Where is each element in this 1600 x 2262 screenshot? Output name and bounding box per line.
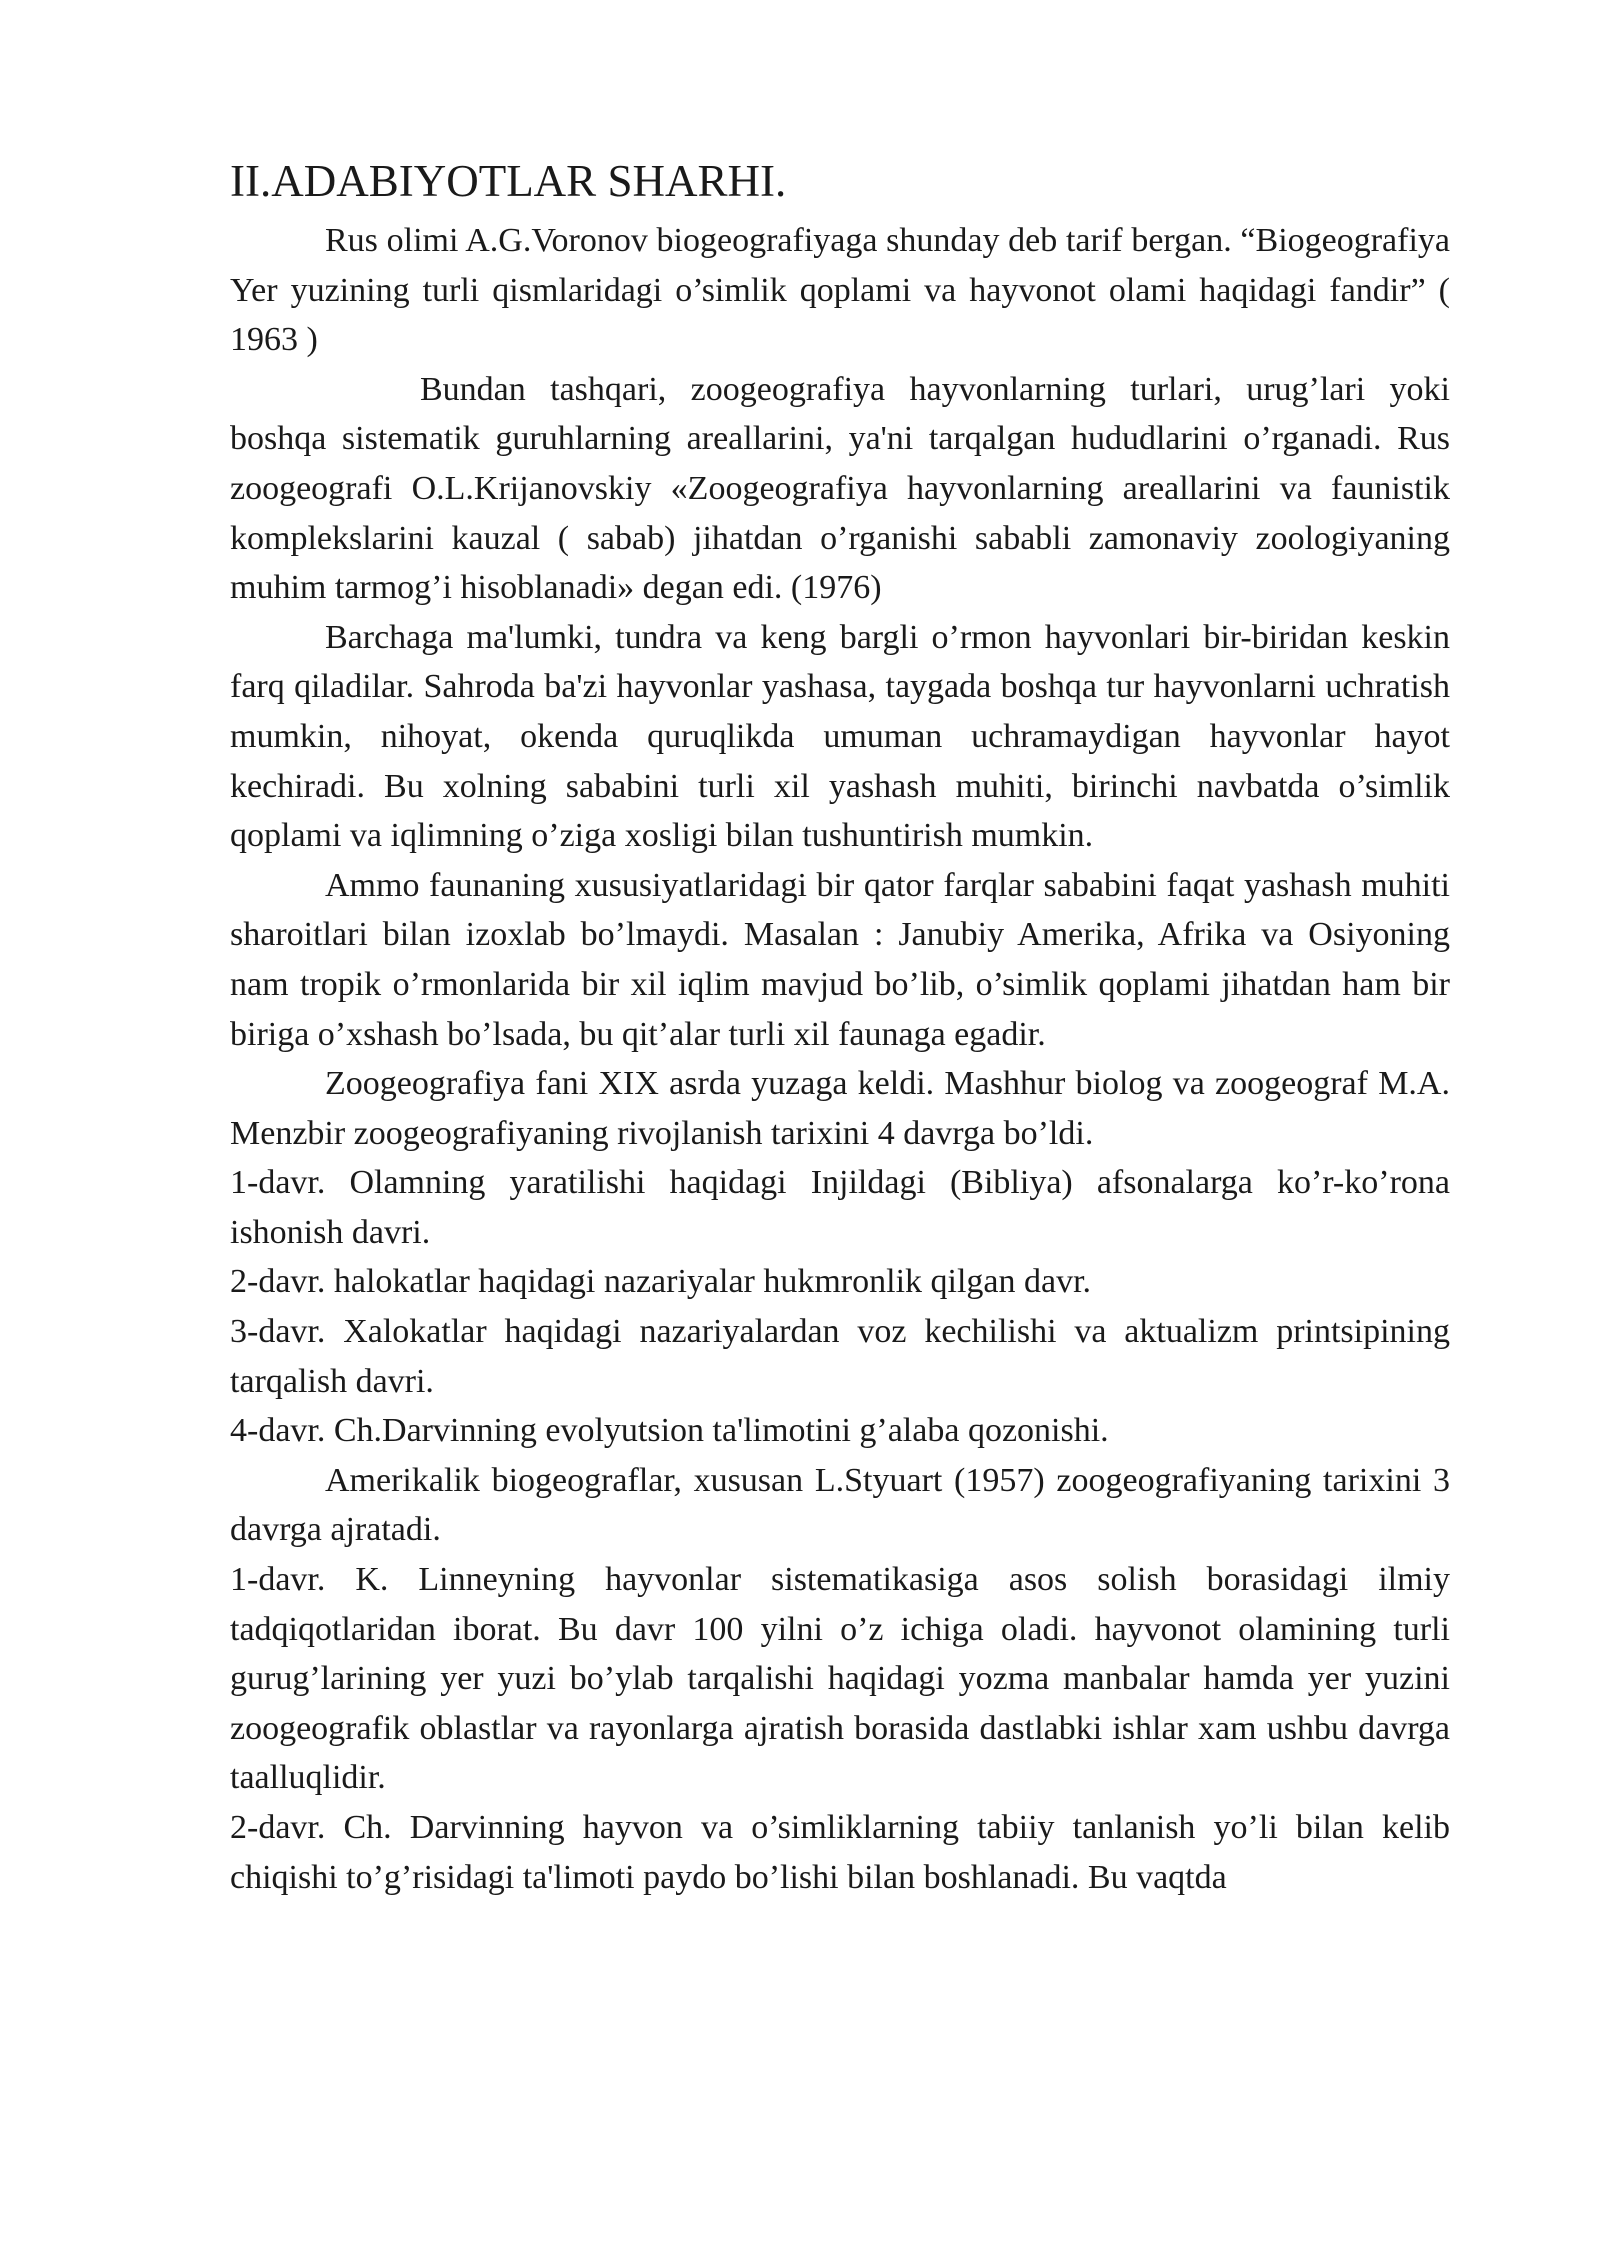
document-page [230,150,1450,1902]
list-item-menzbir-period-2: 2-davr. halokatlar haqidagi nazariyalar hukmronlik qilgan davr. [230,1263,1092,1301]
list-item-styuart-period-2: 2-davr. Ch. Darvinning hayvon va o’simliklarning tabiiy tanlanish yo’li bilan kelib chiqishi to’g’risidagi ta'limoti paydo bo’lishi bilan boshlanadi. Bu vaqtda [230,1809,1450,1896]
list-item-menzbir-period-4: 4-davr. Ch.Darvinning evolyutsion ta'limotini g’alaba qozonishi. [230,1412,1109,1450]
list-item-menzbir-period-1: 1-davr. Olamning yaratilishi haqidagi Injildagi (Bibliya) afsonalarga ko’r-ko’rona ishonish davri. [230,1164,1450,1251]
paragraph-voronov: Rus olimi A.G.Voronov biogeografiyaga shunday deb tarif bergan. “Biogeografiya Yer yuzining turli qismlaridagi o’simlik qoplami va hayvonot olami haqidagi fandir” ( 1963 ) [230,222,1450,359]
section-title: II.ADABIYOTLAR SHARHI. [230,156,787,206]
list-item-styuart-period-1: 1-davr. K. Linneyning hayvonlar sistematikasiga asos solish borasidagi ilmiy tadqiqotlaridan iborat. Bu davr 100 yilni o’z ichiga oladi. hayvonot olamining turli gurug’larining yer yuzi bo’ylab tarqalishi haqidagi yozma manbalar hamda yer yuzini zoogeografik oblastlar va rayonlarga ajratish borasida dastlabki ishlar xam ushbu davrga taalluqlidir. [230,1561,1450,1797]
paragraph-tundra: Barchaga ma'lumki, tundra va keng bargli o’rmon hayvonlari bir-biridan keskin farq qiladilar. Sahroda ba'zi hayvonlar yashasa, taygada boshqa tur hayvonlarni uchratish mumkin, nihoyat, okenda quruqlikda umuman uchramaydigan hayvonlar hayot kechiradi. Bu xolning sababini turli xil yashash muhiti, birinchi navbatda o’simlik qoplami va iqlimning o’ziga xosligi bilan tushuntirish mumkin. [230,618,1450,855]
paragraph-krijanovskiy: Bundan tashqari, zoogeografiya hayvonlarning turlari, urug’lari yoki boshqa sistematik guruhlarning areallarini, ya'ni tarqalgan hududlarini o’rganadi. Rus zoogeografi O.L.Krijanovskiy «Zoogeografiya hayvonlarning areallarini va faunistik komplekslarini kauzal ( sabab) jihatdan o’rganishi sababli zamonaviy zoologiyaning muhim tarmog’i hisoblanadi» degan edi. (1976) [230,370,1450,607]
list-item-menzbir-period-3: 3-davr. Xalokatlar haqidagi nazariyalardan voz kechilishi va aktualizm printsipining tarqalish davri. [230,1313,1450,1400]
paragraph-fauna-differences: Ammo faunaning xususiyatlaridagi bir qator farqlar sababini faqat yashash muhiti sharoitlari bilan izoxlab bo’lmaydi. Masalan : Janubiy Amerika, Afrika va Osiyoning nam tropik o’rmonlarida bir xil iqlim mavjud bo’lib, o’simlik qoplami jihatdan ham bir biriga o’xshash bo’lsada, bu qit’alar turli xil faunaga egadir. [230,866,1450,1053]
paragraph-styuart: Amerikalik biogeograflar, xususan L.Styuart (1957) zoogeografiyaning tarixini 3 davrga ajratadi. [230,1461,1450,1549]
paragraph-menzbir: Zoogeografiya fani XIX asrda yuzaga keldi. Mashhur biolog va zoogeograf M.A. Menzbir zoogeografiyaning rivojlanish tarixini 4 davrga bo’ldi. [230,1065,1450,1152]
